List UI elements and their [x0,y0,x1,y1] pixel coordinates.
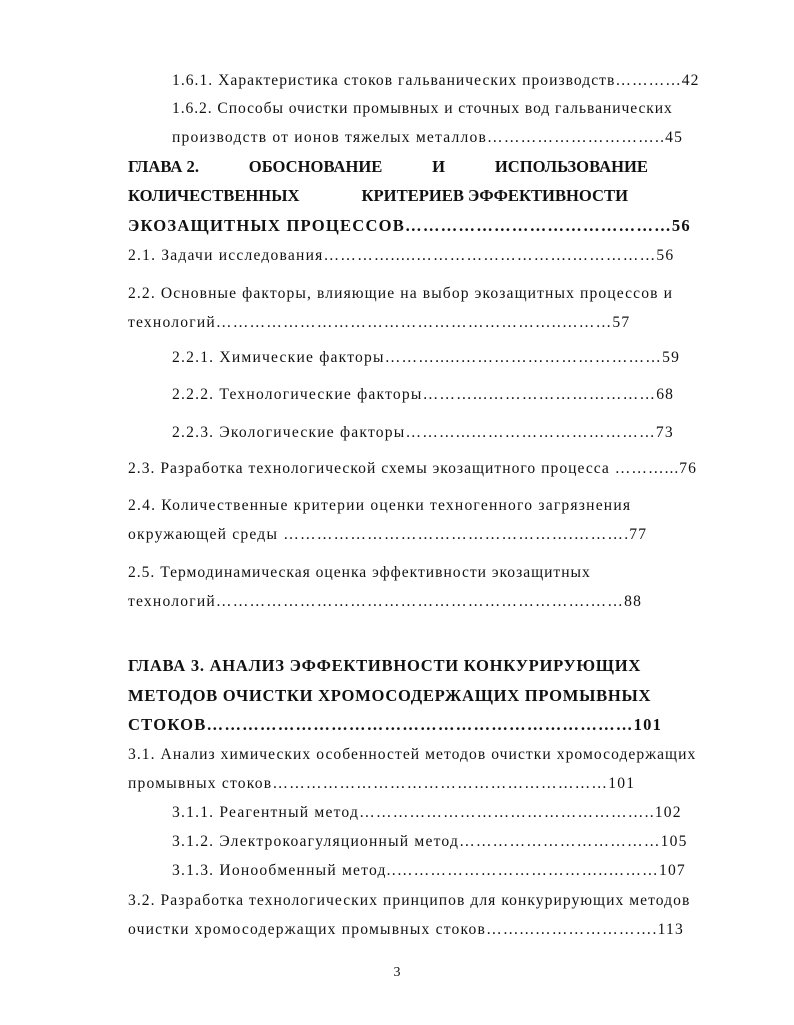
chapter-2-word-3: И [432,157,446,176]
toc-entry-2-5: 2.5. Термодинамическая оценка эффективности экозащитных [128,564,591,581]
toc-entry-2-3: 2.3. Разработка технологической схемы экозащитного процесса ………...76 [128,460,697,477]
toc-entry-2-2-3: 2.2.3. Экологические факторы………...……………………………73 [172,424,674,441]
toc-entry-1-6-1: 1.6.1. Характеристика стоков гальванических производств…………42 [172,72,700,89]
chapter-3-heading-line-2: МЕТОДОВ ОЧИСТКИ ХРОМОСОДЕРЖАЩИХ ПРОМЫВНЫХ [128,686,652,705]
chapter-2-word-5: КОЛИЧЕСТВЕННЫХ [128,186,300,205]
chapter-2-word-4: ИСПОЛЬЗОВАНИЕ [494,157,648,176]
toc-entry-3-1-3: 3.1.3. Ионообменный метод..………………………………..………107 [172,862,686,879]
chapter-2-word-1: ГЛАВА 2. [128,157,200,176]
toc-entry-1-6-2: 1.6.2. Способы очистки промывных и сточных вод гальванических [172,100,673,117]
chapter-2-heading-line-3: ЭКОЗАЩИТНЫХ ПРОЦЕССОВ………………………………………56 [128,216,691,235]
toc-entry-3-2-cont: очистки хромосодержащих промывных стоков……...………………….113 [128,921,685,938]
chapter-2-heading-line-1 [128,157,648,177]
chapter-2-word-6: КРИТЕРИЕВ ЭФФЕКТИВНОСТИ [361,186,628,205]
toc-entry-1-6-2-cont: производств от ионов тяжелых металлов…………………………..45 [172,129,684,146]
toc-entry-3-1-2: 3.1.2. Электрокоагуляционный метод………………………………105 [172,833,688,850]
toc-entry-3-1-cont: промывных стоков……………………………………………………101 [128,775,636,792]
chapter-2-heading-line-2 [128,186,628,206]
toc-entry-2-4: 2.4. Количественные критерии оценки техногенного загрязнения [128,497,632,514]
chapter-2-word-2: ОБОСНОВАНИЕ [248,157,383,176]
page-number: 3 [393,965,401,980]
toc-entry-2-2-cont: технологий……………………………………………………..………57 [128,314,631,331]
toc-entry-2-5-cont: технологий………………………………………………………….……88 [128,593,643,610]
toc-entry-2-2: 2.2. Основные факторы, влияющие на выбор экозащитных процессов и [128,285,674,302]
chapter-3-heading-line-1: ГЛАВА 3. АНАЛИЗ ЭФФЕКТИВНОСТИ КОНКУРИРУЮЩИХ [128,656,642,675]
toc-entry-3-1: 3.1. Анализ химических особенностей методов очистки хромосодержащих [128,746,697,763]
toc-entry-2-2-2: 2.2.2. Технологические факторы………...…………………………68 [172,386,675,403]
toc-entry-2-4-cont: окружающей среды …………………………………………….……….77 [128,526,648,543]
toc-entry-2-1: 2.1. Задачи исследования………….....……………………….……………56 [128,247,675,264]
toc-entry-2-2-1: 2.2.1. Химические факторы……….....………………………………59 [172,349,681,366]
toc-entry-3-2: 3.2. Разработка технологических принципов для конкурирующих методов [128,892,691,909]
chapter-3-heading-line-3: СТОКОВ………………………………………………………………101 [128,715,663,734]
toc-entry-3-1-1: 3.1.1. Реагентный метод……………………………………………..102 [172,804,682,821]
